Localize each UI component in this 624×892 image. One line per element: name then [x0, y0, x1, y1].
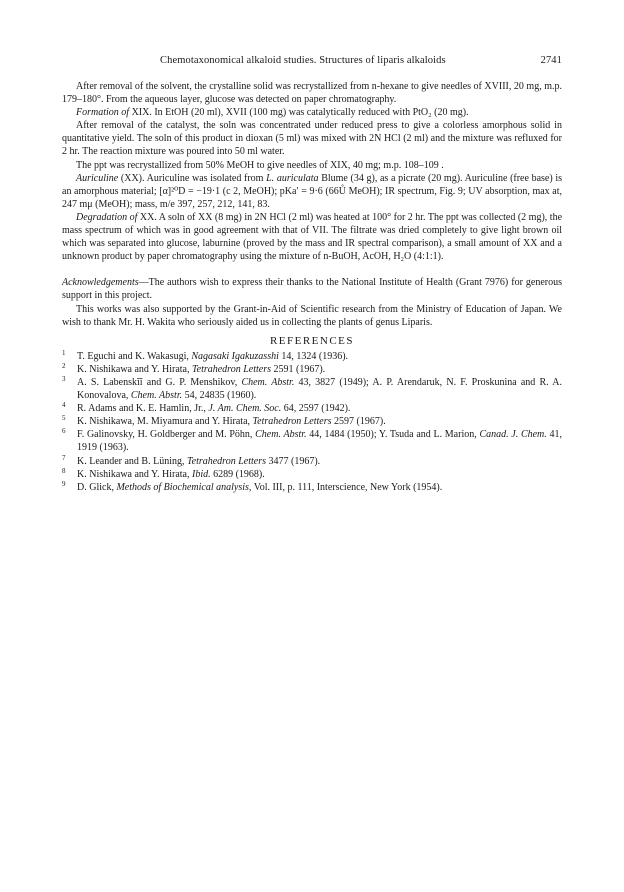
formation-text: XIX. In EtOH (20 ml), XVII (100 mg) was catalytically reduced with PtO₂ (20 mg). — [131, 107, 469, 119]
degradation-label: Degradation of — [76, 211, 138, 223]
reference-item: 4 R. Adams and K. E. Hamlin, Jr., J. Am. Chem. Soc. 64, 2597 (1942). — [62, 401, 351, 415]
references-heading: REFERENCES — [269, 334, 355, 347]
reference-item: 2 K. Nishikawa and Y. Hirata, Tetrahedron Letters 2591 (1967). — [62, 361, 326, 375]
paragraph-formation-xix — [62, 106, 562, 119]
degradation-text: XX. A soln of XX (8 mg) in 2N HCl (2 ml) was heated at 100° for 2 hr. The ppt was collected (2 mg), the mass spectrum of which was in good agreement with that of VII. The filtrate was dried completely to give light brown oil which was separated into glucose, laburnine (proved by the mass and IR spectral comparison), a small amount of XX and a unknown product by paper chromatography using the mixture of n-BuOH, AcOH, H₂O (4:1:1). — [62, 211, 563, 263]
auriculine-text-a: (XX). Auriculine was isolated from — [120, 172, 264, 184]
paragraph-catalyst: After removal of the catalyst, the soln was concentrated under reduced press to give a colorless amorphous solid in quantitative yield. The soln of this product in dioxan (5 ml) was mixed with 2N HCl (2 ml) and the mixture was refluxed for 2 hr. The reaction mixture was poured into 50 ml water. — [62, 120, 562, 158]
running-title: Chemotaxonomical alkaloid studies. Structures of liparis alkaloids — [160, 55, 446, 66]
reference-item: 3 A. S. Labenskĭĭ and G. P. Menshikov, Chem. Abstr. 43, 3827 (1949); A. P. Arendaruk, N. F. Proskunina and R. A. Konovalova, Chem. Abstr. 54, 24835 (1960). — [62, 374, 562, 402]
reference-item: 9 D. Glick, Methods of Biochemical analysis, Vol. III, p. 111, Interscience, New York (1954). — [62, 479, 443, 493]
formation-label: Formation of — [76, 107, 130, 119]
page-number: 2741 — [540, 55, 562, 66]
species-name: L. auriculata — [266, 172, 319, 184]
reference-item: 6 F. Galinovsky, H. Goldberger and M. Pöhn, Chem. Abstr. 44, 1484 (1950); Y. Tsuda and L. Marion, Canad. J. Chem. 41, 1919 (1963). — [62, 427, 563, 454]
reference-item: 7 K. Leander and B. Lüning, Tetrahedron Letters 3477 (1967). — [62, 453, 321, 467]
reference-item: 5 K. Nishikawa, M. Miyamura and Y. Hirata, Tetrahedron Letters 2597 (1967). — [62, 414, 386, 428]
reference-item: 8 K. Nishikawa and Y. Hirata, Ibid. 6289 (1968). — [62, 466, 265, 480]
auriculine-label: Auriculine — [76, 172, 119, 184]
paragraph-degradation — [62, 211, 562, 263]
auriculine-text-b: Blume (34 g), as a picrate (20 mg). Auriculine (free base) is an amorphous material; [α]²⁰D = −19·1 (c 2, MeOH); pKa′ = 9·6 (66Ů MeOH); IR spectrum, Fig. 9; UV absorption, max at, 247 mμ (MeOH); mass, m/e 397, 257, 212, 141, 83. — [62, 172, 563, 210]
paragraph-grant-support: This works was also supported by the Grant-in-Aid of Scientific research from the Ministry of Education of Japan. We wish to thank Mr. H. Wakita who seriously aided us in collecting the plants of genus Liparis. — [62, 303, 562, 328]
paragraph-acknowledgements — [62, 276, 562, 302]
paragraph-recrystallized: The ppt was recrystallized from 50% MeOH to give needles of XIX, 40 mg; m.p. 108–109 . — [76, 159, 444, 171]
reference-item: 1 T. Eguchi and K. Wakasugi, Nagasaki Igakuzasshi 14, 1324 (1936). — [62, 348, 349, 362]
paragraph-xviii: After removal of the solvent, the crystalline solid was recrystallized from n-hexane to give needles of XVIII, 20 mg, m.p. 179–180°. From the aqueous layer, glucose was detected on paper chromatography. — [62, 81, 562, 106]
references-list — [62, 350, 562, 494]
acknowledgements-label: Acknowledgements — [62, 277, 139, 289]
paragraph-auriculine — [62, 172, 562, 211]
article-body — [62, 80, 562, 494]
acknowledgements-text: —The authors wish to express their thanks to the National Institute of Health (Grant 7976) for generous support in this project. — [62, 277, 562, 302]
